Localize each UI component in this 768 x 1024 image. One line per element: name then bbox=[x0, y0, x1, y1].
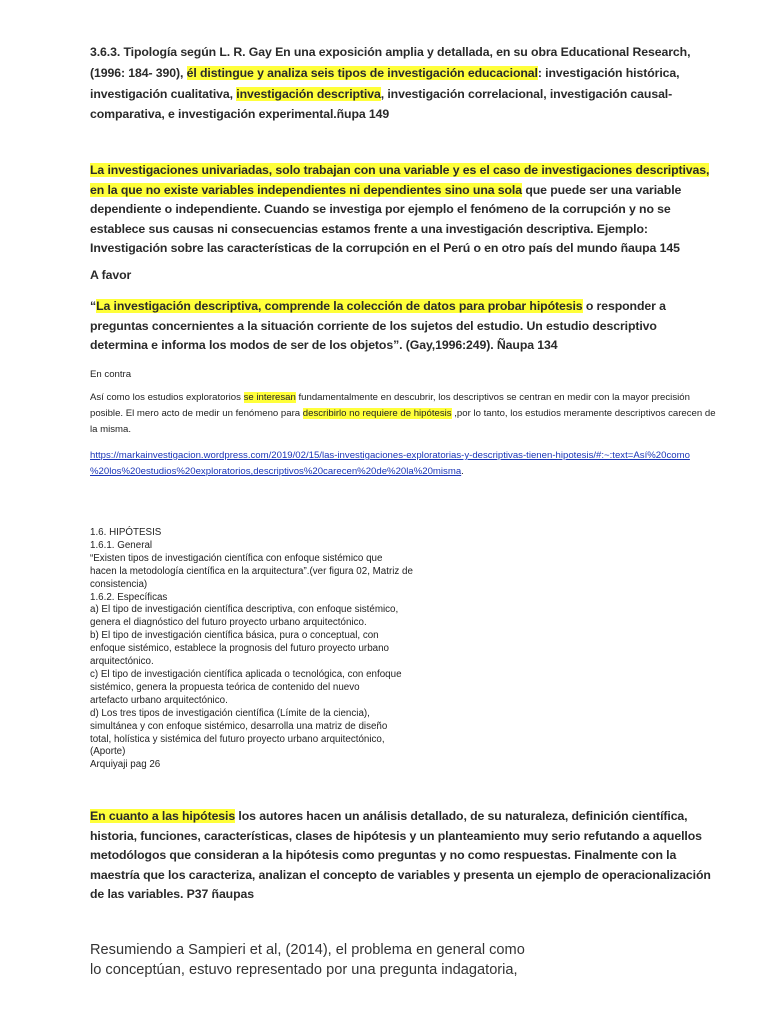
text-line bbox=[90, 239, 709, 259]
text-segment: 3.6.3. Tipología según L. R. Gay En una exposición amplia y detallada, en su obra Educational Research, bbox=[90, 45, 691, 59]
text-line bbox=[90, 866, 711, 886]
text-line bbox=[90, 104, 690, 125]
text-line bbox=[90, 682, 413, 695]
highlighted-text: investigación descriptiva bbox=[236, 86, 381, 101]
text-line bbox=[90, 721, 413, 734]
text-segment: artefacto urbano arquitectónico. bbox=[90, 694, 228, 706]
text-line bbox=[90, 695, 413, 708]
highlighted-text: La investigaciones univariadas, solo trabajan con una variable y es el caso de investigaciones descriptivas, bbox=[90, 163, 710, 177]
text-segment: (1996: 184- 390), bbox=[90, 65, 187, 80]
text-segment: genera el diagnóstico del futuro proyecto urbano arquitectónico. bbox=[90, 617, 367, 629]
highlighted-text: describirlo no requiere de hipótesis bbox=[302, 408, 452, 419]
text-segment: maestría que los caracteriza, analizan el concepto de variables y presenta un ejemplo de operacionalización bbox=[90, 867, 711, 882]
source-link-text[interactable]: %20los%20estudios%20exploratorios,descriptivos%20carecen%20de%20la%20misma bbox=[90, 466, 462, 477]
text-segment: Arquiyaji pag 26 bbox=[90, 759, 161, 771]
text-segment: dependiente o independiente. Cuando se investiga por ejemplo el fenómeno de la corrupción y no se bbox=[90, 202, 671, 217]
hipotesis-section bbox=[90, 527, 413, 772]
text-line bbox=[90, 200, 709, 220]
text-line bbox=[90, 84, 690, 105]
text-line bbox=[90, 390, 716, 406]
text-line bbox=[90, 885, 711, 905]
text-line bbox=[90, 846, 711, 866]
text-segment: ,por lo tanto, los estudios meramente descriptivos carecen de bbox=[451, 408, 716, 419]
text-segment: “ bbox=[90, 299, 97, 313]
text-segment: a) El tipo de investigación científica descriptiva, con enfoque sistémico, bbox=[90, 604, 399, 616]
p-hipotesis-autores bbox=[90, 807, 711, 905]
text-segment: 1.6.2. Específicas bbox=[90, 591, 168, 603]
text-line bbox=[90, 317, 666, 337]
text-line bbox=[90, 617, 413, 630]
text-line bbox=[90, 406, 716, 422]
heading-a-favor bbox=[90, 266, 131, 286]
text-segment: : investigación histórica, bbox=[537, 65, 680, 80]
text-line bbox=[90, 630, 413, 643]
text-segment: los autores hacen un análisis detallado, de su naturaleza, definición científica, bbox=[235, 809, 688, 823]
text-segment: A favor bbox=[90, 268, 132, 282]
text-line bbox=[90, 464, 690, 480]
text-segment: preguntas concernientes a la situación corriente de los sujetos del estudio. Un estudio descriptivo bbox=[90, 318, 657, 333]
text-segment: o responder a bbox=[582, 299, 666, 313]
text-segment: establece sus causas ni consecuencias estamos frente a una investigación descriptiva. Ejemplo: bbox=[90, 221, 648, 236]
text-segment: Así como los estudios exploratorios bbox=[90, 392, 244, 403]
text-line bbox=[90, 527, 413, 540]
text-segment: lo conceptúan, estuvo representado por una pregunta indagatoria, bbox=[90, 962, 518, 978]
text-line bbox=[90, 220, 709, 240]
text-segment: “Existen tipos de investigación científica con enfoque sistémico que bbox=[90, 552, 383, 564]
text-segment: posible. El mero acto de medir un fenómeno para bbox=[90, 408, 303, 419]
text-line bbox=[90, 643, 413, 656]
text-line bbox=[90, 161, 709, 181]
p-exploratorios bbox=[90, 390, 716, 438]
text-line bbox=[90, 422, 716, 438]
text-line bbox=[90, 960, 525, 980]
text-segment: determina e informa los modos de ser de los objetos”. (Gay,1996:249). Ñaupa 134 bbox=[90, 338, 558, 353]
text-line bbox=[90, 604, 413, 617]
text-segment: total, holística y sistémica del futuro proyecto urbano arquitectónico, bbox=[90, 733, 385, 745]
source-link-text[interactable]: https://markainvestigacion.wordpress.com/2019/02/15/las-investigaciones-exploratorias-y-descriptivas-tienen-hipotesis/#:~:text=Así%20como bbox=[90, 450, 690, 461]
text-segment: fundamentalmente en descubrir, los descriptivos se centran en medir con la mayor precisión bbox=[295, 392, 690, 403]
text-segment: historia, funciones, características, clases de hipótesis y un planteamiento muy serio refutando a aquellos bbox=[90, 828, 702, 843]
highlighted-text: en la que no existe variables independientes ni dependientes sino una sola bbox=[90, 182, 522, 197]
text-line bbox=[90, 746, 413, 759]
text-segment: En contra bbox=[90, 369, 132, 380]
text-line bbox=[90, 940, 525, 960]
text-line bbox=[90, 553, 413, 566]
text-line bbox=[90, 759, 413, 772]
text-line bbox=[90, 669, 413, 682]
text-line bbox=[90, 579, 413, 592]
text-segment: . bbox=[461, 466, 464, 477]
text-segment: la misma. bbox=[90, 424, 132, 435]
text-line bbox=[90, 807, 711, 827]
highlighted-text: En cuanto a las hipótesis bbox=[90, 809, 236, 823]
text-segment: sistémico, genera la propuesta teórica de contenido del nuevo bbox=[90, 681, 360, 693]
heading-en-contra bbox=[90, 367, 131, 383]
text-segment: d) Los tres tipos de investigación científica (Límite de la ciencia), bbox=[90, 707, 370, 719]
text-segment: 1.6. HIPÓTESIS bbox=[90, 527, 162, 538]
text-line bbox=[90, 734, 413, 747]
p-quote-gay bbox=[90, 297, 666, 356]
text-segment: enfoque sistémico, establece la prognosis del futuro proyecto urbano bbox=[90, 643, 389, 655]
text-line bbox=[90, 827, 711, 847]
text-segment: que puede ser una variable bbox=[522, 182, 682, 197]
text-segment: Resumiendo a Sampieri et al, (2014), el problema en general como bbox=[90, 942, 525, 958]
text-line bbox=[90, 448, 690, 464]
p-tipologia bbox=[90, 42, 690, 125]
text-segment: comparativa, e investigación experimental.ñupa 149 bbox=[90, 107, 390, 122]
text-line bbox=[90, 592, 413, 605]
text-segment: simultánea y con enfoque sistémico, desarrolla una matriz de diseño bbox=[90, 720, 388, 732]
text-line bbox=[90, 367, 131, 383]
text-segment: metodólogos que consideran a la hipótesis como preguntas y no como respuestas. Finalmente con la bbox=[90, 848, 677, 863]
p-univariadas bbox=[90, 161, 709, 259]
text-segment: , investigación correlacional, investigación causal- bbox=[380, 86, 673, 101]
text-line bbox=[90, 297, 666, 317]
text-line bbox=[90, 540, 413, 553]
p-sampieri bbox=[90, 940, 525, 980]
text-line bbox=[90, 63, 690, 84]
source-link bbox=[90, 448, 690, 480]
text-segment: investigación cualitativa, bbox=[90, 86, 237, 101]
text-line bbox=[90, 181, 709, 201]
text-segment: 1.6.1. General bbox=[90, 539, 153, 551]
highlighted-text: él distingue y analiza seis tipos de investigación educacional bbox=[186, 65, 538, 80]
text-line bbox=[90, 566, 413, 579]
text-segment: consistencia) bbox=[90, 578, 148, 590]
text-segment: c) El tipo de investigación científica aplicada o tecnológica, con enfoque bbox=[90, 668, 402, 680]
text-segment: b) El tipo de investigación científica básica, pura o conceptual, con bbox=[90, 630, 379, 642]
text-segment: de las variables. P37 ñaupas bbox=[90, 887, 254, 902]
text-line bbox=[90, 266, 131, 286]
highlighted-text: La investigación descriptiva, comprende la colección de datos para probar hipótesis bbox=[96, 299, 583, 313]
highlighted-text: se interesan bbox=[243, 392, 296, 403]
text-line bbox=[90, 708, 413, 721]
text-segment: (Aporte) bbox=[90, 746, 126, 758]
text-segment: hacen la metodología científica en la arquitectura”.(ver figura 02, Matriz de bbox=[90, 565, 413, 577]
text-line bbox=[90, 42, 690, 63]
text-segment: Investigación sobre las características de la corrupción en el Perú o en otro país del mundo ñaupa 145 bbox=[90, 241, 680, 256]
text-line bbox=[90, 336, 666, 356]
text-segment: arquitectónico. bbox=[90, 656, 154, 668]
text-line bbox=[90, 656, 413, 669]
